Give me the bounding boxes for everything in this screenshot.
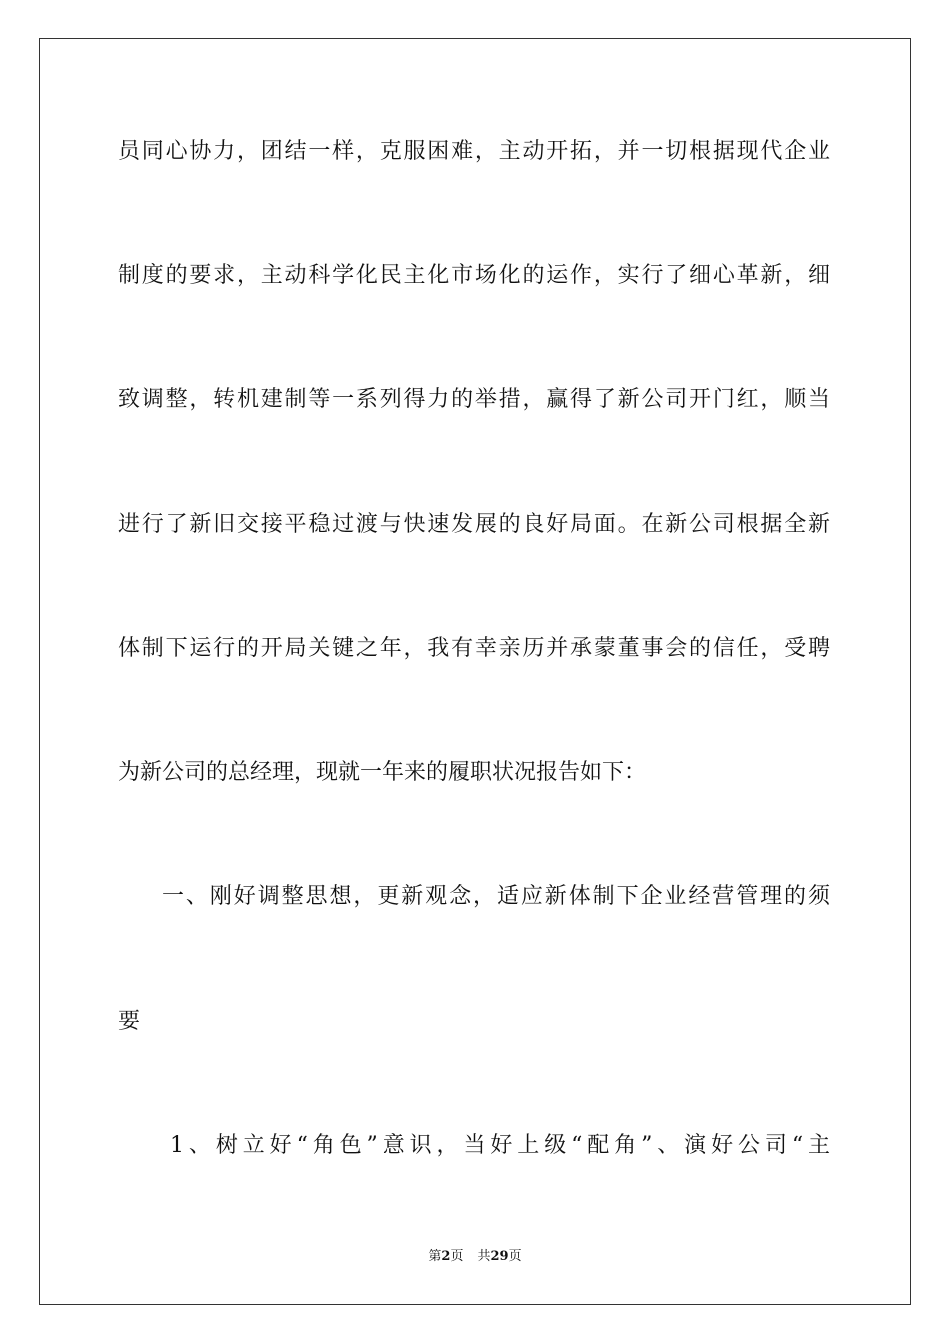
total-label-suffix: 页 [508,1249,522,1264]
paragraph-line: 进行了新旧交接平稳过渡与快速发展的良好局面。在新公司根据全新 [118,512,830,537]
paragraph-line: 体制下运行的开局关键之年，我有幸亲历并承蒙董事会的信任，受聘 [118,636,830,661]
page-border [39,38,911,1305]
subsection-line: 1、树立好“角色”意识，当好上级“配角”、演好公司“主 [170,1133,830,1158]
paragraph-line: 致调整，转机建制等一系列得力的举措，赢得了新公司开门红，顺当 [118,387,830,412]
paragraph-line: 制度的要求，主动科学化民主化市场化的运作，实行了细心革新，细 [118,263,830,288]
section-heading-line: 要 [118,1009,141,1034]
page-label-suffix: 页 [450,1249,464,1264]
page-label-prefix: 第 [428,1249,442,1264]
paragraph-line: 员同心协力，团结一样，克服困难，主动开拓，并一切根据现代企业 [118,139,830,164]
page-footer [0,1248,950,1266]
page-total-number: 29 [490,1249,509,1264]
section-heading-line: 一、刚好调整思想，更新观念，适应新体制下企业经营管理的须 [162,884,830,909]
total-label-prefix: 共 [477,1249,491,1264]
page-current-number: 2 [441,1249,451,1264]
paragraph-line: 为新公司的总经理，现就一年来的履职状况报告如下： [118,760,647,785]
